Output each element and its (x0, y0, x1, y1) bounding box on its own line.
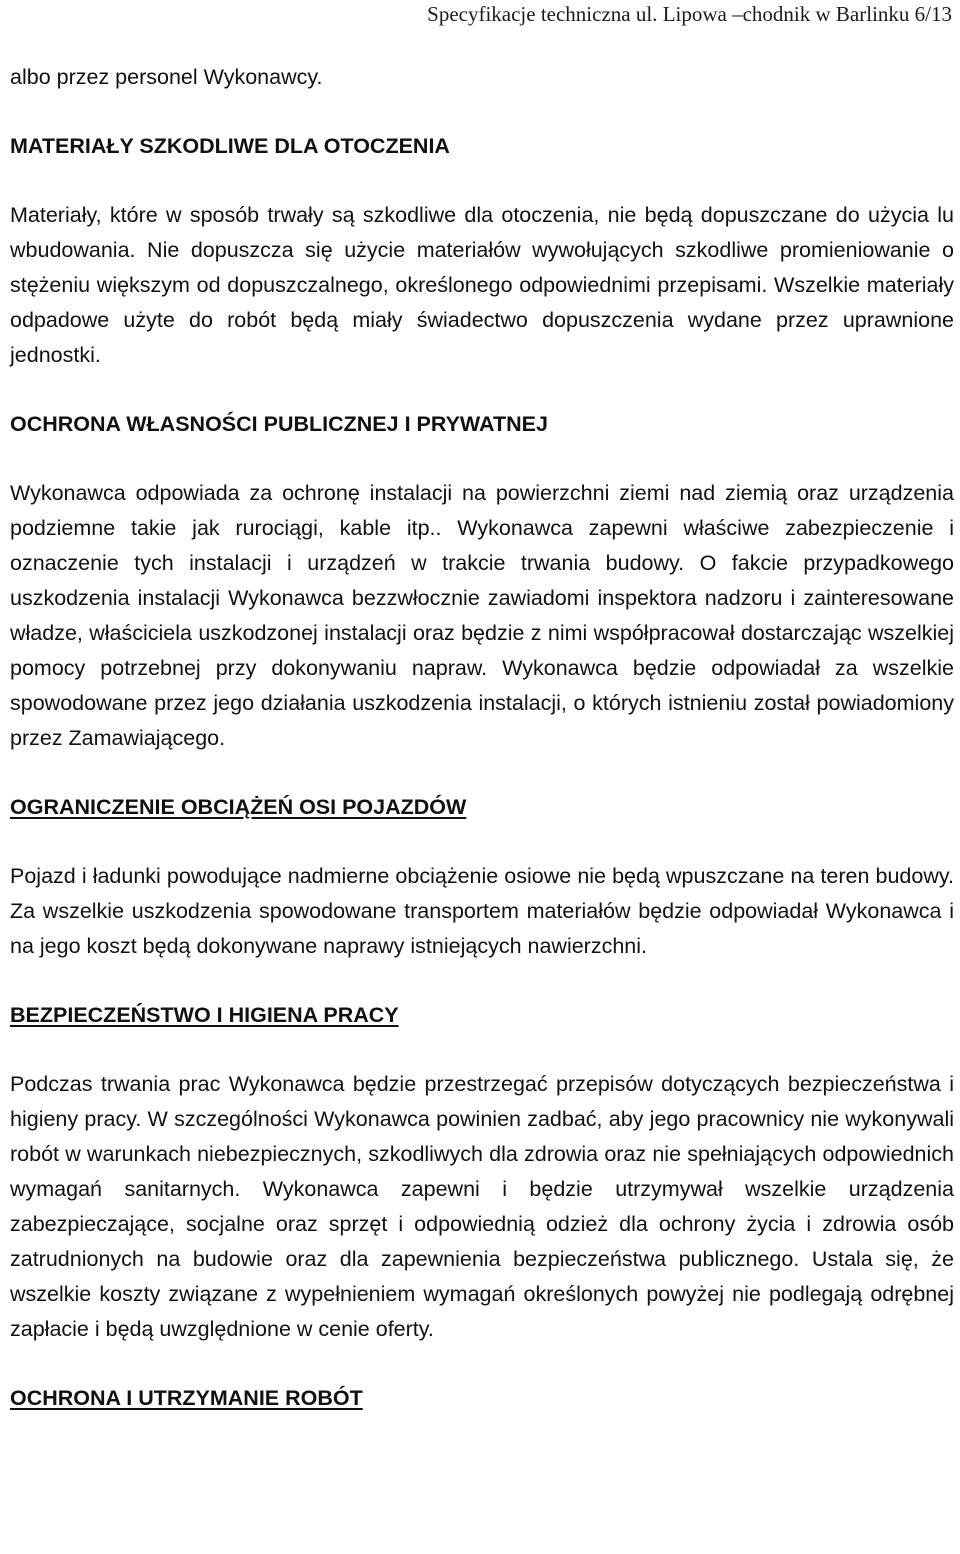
heading-materialy-szkodliwe: MATERIAŁY SZKODLIWE DLA OTOCZENIA (10, 134, 450, 158)
intro-continuation: albo przez personel Wykonawcy. (10, 65, 323, 89)
paragraph-materialy-szkodliwe: Materiały, które w sposób trwały są szkodliwe dla otoczenia, nie będą dopuszczane do użycia lu wbudowania. Nie dopuszcza się użycie materiałów wywołujących szkodliwe promieniowanie o stężeniu większym od dopuszczalnego, określonego odpowiednimi przepisami. Wszelkie materiały odpadowe użyte do robót będą miały świadectwo dopuszczenia wydane przez uprawnione jednostki. (10, 203, 954, 367)
heading-bhp: BEZPIECZEŃSTWO I HIGIENA PRACY (10, 1003, 399, 1027)
paragraph-bhp: Podczas trwania prac Wykonawca będzie przestrzegać przepisów dotyczących bezpieczeństwa i higieny pracy. W szczególności Wykonawca powinien zadbać, aby jego pracownicy nie wykonywali robót w warunkach niebezpiecznych, szkodliwych dla zdrowia oraz nie spełniających odpowiednich wymagań sanitarnych. Wykonawca zapewni i będzie utrzymywał wszelkie urządzenia zabezpieczające, socjalne oraz sprzęt i odpowiednią odzież dla ochrony życia i zdrowia osób zatrudnionych na budowie oraz dla zapewnienia bezpieczeństwa publicznego. Ustala się, że wszelkie koszty związane z wypełnieniem wymagań określonych powyżej nie podlegają odrębnej zapłacie i będą uwzględnione w cenie oferty. (10, 1072, 954, 1341)
heading-ograniczenie-obciazen: OGRANICZENIE OBCIĄŻEŃ OSI POJAZDÓW (10, 795, 467, 819)
heading-ochrona-robot: OCHRONA I UTRZYMANIE ROBÓT (10, 1386, 363, 1410)
paragraph-ograniczenie-obciazen: Pojazd i ładunki powodujące nadmierne obciążenie osiowe nie będą wpuszczane na teren budowy. Za wszelkie uszkodzenia spowodowane transportem materiałów będzie odpowiadał Wykonawca i na jego koszt będą dokonywane naprawy istniejących nawierzchni. (10, 864, 954, 958)
paragraph-ochrona-wlasnosci: Wykonawca odpowiada za ochronę instalacji na powierzchni ziemi nad ziemią oraz urządzenia podziemne takie jak rurociągi, kable itp.. Wykonawca zapewni właściwe zabezpieczenie i oznaczenie tych instalacji i urządzeń w trakcie trwania budowy. O fakcie przypadkowego uszkodzenia instalacji Wykonawca bezzwłocznie zawiadomi inspektora nadzoru i zainteresowane władze, właściciela uszkodzonej instalacji oraz będzie z nimi współpracował dostarczając wszelkiej pomocy potrzebnej przy dokonywaniu napraw. Wykonawca będzie odpowiadał za wszelkie spowodowane przez jego działania uszkodzenia instalacji, o których istnieniu został powiadomiony przez Zamawiającego. (10, 481, 954, 750)
running-header: Specyfikacje techniczna ul. Lipowa –chodnik w Barlinku 6/13 (427, 2, 952, 26)
document-body (10, 60, 954, 1416)
heading-ochrona-wlasnosci: OCHRONA WŁASNOŚCI PUBLICZNEJ I PRYWATNEJ (10, 412, 548, 436)
